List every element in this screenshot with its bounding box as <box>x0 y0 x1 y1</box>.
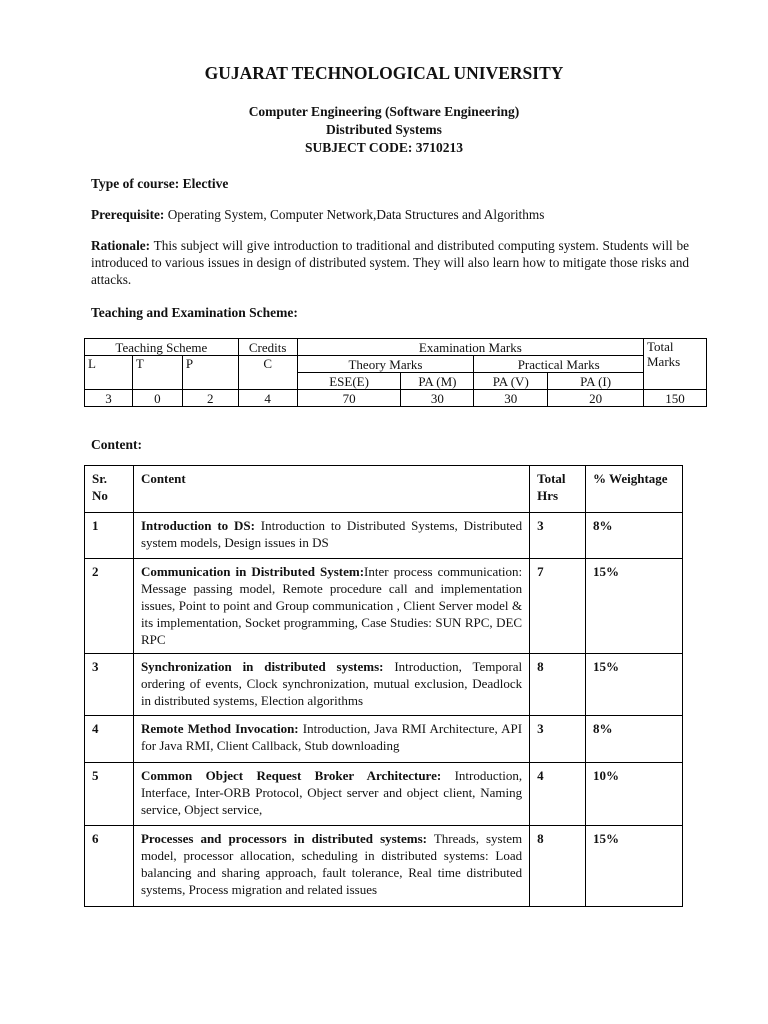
l-value: 3 <box>85 390 133 407</box>
row-title: Communication in Distributed System: <box>140 564 365 579</box>
row-hrs: 8 <box>530 826 586 907</box>
prerequisite-label: Prerequisite: <box>91 207 165 222</box>
row-title: Processes and processors in distributed systems: <box>140 831 428 846</box>
ese-header: ESE(E) <box>297 373 401 390</box>
practical-marks-header: Practical Marks <box>474 356 644 373</box>
pa-i-value: 20 <box>548 390 644 407</box>
subject-code: SUBJECT CODE: 3710213 <box>304 140 464 155</box>
prerequisite-text: Operating System, Computer Network,Data Structures and Algorithms <box>164 207 545 222</box>
credits-header: Credits <box>238 339 297 356</box>
row-hrs: 4 <box>530 763 586 826</box>
rationale-section <box>91 237 689 288</box>
university-title: GUJARAT TECHNOLOGICAL UNIVERSITY <box>204 63 564 83</box>
row-content <box>133 716 529 763</box>
p-value: 2 <box>182 390 238 407</box>
row-weight: 15% <box>586 559 683 654</box>
row-title: Synchronization in distributed systems: <box>140 659 384 674</box>
t-value: 0 <box>132 390 182 407</box>
teaching-scheme-header: Teaching Scheme <box>85 339 239 356</box>
row-content <box>133 559 529 654</box>
row-weight: 15% <box>586 826 683 907</box>
table-row <box>85 763 683 826</box>
row-weight: 15% <box>586 654 683 716</box>
table-row <box>85 654 683 716</box>
row-number: 2 <box>85 559 134 654</box>
pa-m-header: PA (M) <box>401 373 474 390</box>
table-row <box>85 513 683 559</box>
row-hrs: 7 <box>530 559 586 654</box>
l-header: L <box>85 356 133 390</box>
row-hrs: 3 <box>530 513 586 559</box>
table-row <box>85 826 683 907</box>
table-row <box>85 716 683 763</box>
exam-marks-header: Examination Marks <box>297 339 643 356</box>
row-title: Introduction to DS: <box>140 518 255 533</box>
row-content <box>133 763 529 826</box>
teaching-exam-scheme-table <box>84 338 707 407</box>
course-type: Type of course: Elective <box>91 176 229 191</box>
row-hrs: 3 <box>530 716 586 763</box>
row-hrs: 8 <box>530 654 586 716</box>
content-table <box>84 465 683 907</box>
hrs-header: Total Hrs <box>530 466 586 513</box>
row-text: Introduction, Interface, Inter-ORB Protocol, Object server and object client, Naming service, Object service, <box>140 768 523 817</box>
total-value: 150 <box>644 390 707 407</box>
pa-i-header: PA (I) <box>548 373 644 390</box>
pa-m-value: 30 <box>401 390 474 407</box>
row-number: 5 <box>85 763 134 826</box>
row-number: 3 <box>85 654 134 716</box>
row-text: Introduction, Java RMI Architecture, API for Java RMI, Client Callback, Stub downloading <box>140 721 523 753</box>
row-weight: 8% <box>586 716 683 763</box>
row-text: Threads, system model, processor allocation, scheduling in distributed systems: Load balancing and sharing approach, fault tolerance, Real time distributed systems, Process migration and related issues <box>140 831 523 897</box>
subject-name: Distributed Systems <box>326 122 442 137</box>
program-name: Computer Engineering (Software Engineering) <box>248 104 520 119</box>
t-header: T <box>132 356 182 390</box>
row-content <box>133 654 529 716</box>
rationale-text: This subject will give introduction to traditional and distributed computing system. Students will be introduced to various issues in design of distributed system. They will also learn how to mitigate those risks and attacks. <box>91 238 689 287</box>
pa-v-value: 30 <box>474 390 548 407</box>
pa-v-header: PA (V) <box>474 373 548 390</box>
row-number: 6 <box>85 826 134 907</box>
row-title: Remote Method Invocation: <box>140 721 299 736</box>
row-content <box>133 513 529 559</box>
weight-header: % Weightage <box>586 466 683 513</box>
row-weight: 8% <box>586 513 683 559</box>
row-text: Inter process communication: Message passing model, Remote procedure call and implementation issues, Point to point and Group communication , Client Server model & its implementation, Socket programming, Case Studies: SUN RPC, DEC RPC <box>140 564 523 647</box>
srno-header: Sr. No <box>85 466 134 513</box>
content-header: Content <box>133 466 529 513</box>
row-title: Common Object Request Broker Architecture: <box>140 768 442 783</box>
total-marks-header: Total Marks <box>644 339 707 390</box>
c-value: 4 <box>238 390 297 407</box>
scheme-heading: Teaching and Examination Scheme: <box>91 305 298 320</box>
content-heading: Content: <box>91 437 142 452</box>
row-text: Introduction, Temporal ordering of events, Clock synchronization, mutual exclusion, Deadlock in distributed systems, Election algorithms <box>140 659 523 708</box>
p-header: P <box>182 356 238 390</box>
row-text: Introduction to Distributed Systems, Distributed system models, Design issues in DS <box>140 518 523 550</box>
row-number: 1 <box>85 513 134 559</box>
row-weight: 10% <box>586 763 683 826</box>
rationale-label: Rationale: <box>91 238 151 253</box>
prerequisite-section <box>91 206 689 223</box>
ese-value: 70 <box>297 390 401 407</box>
theory-marks-header: Theory Marks <box>297 356 474 373</box>
row-content <box>133 826 529 907</box>
row-number: 4 <box>85 716 134 763</box>
c-header: C <box>238 356 297 390</box>
table-row <box>85 559 683 654</box>
